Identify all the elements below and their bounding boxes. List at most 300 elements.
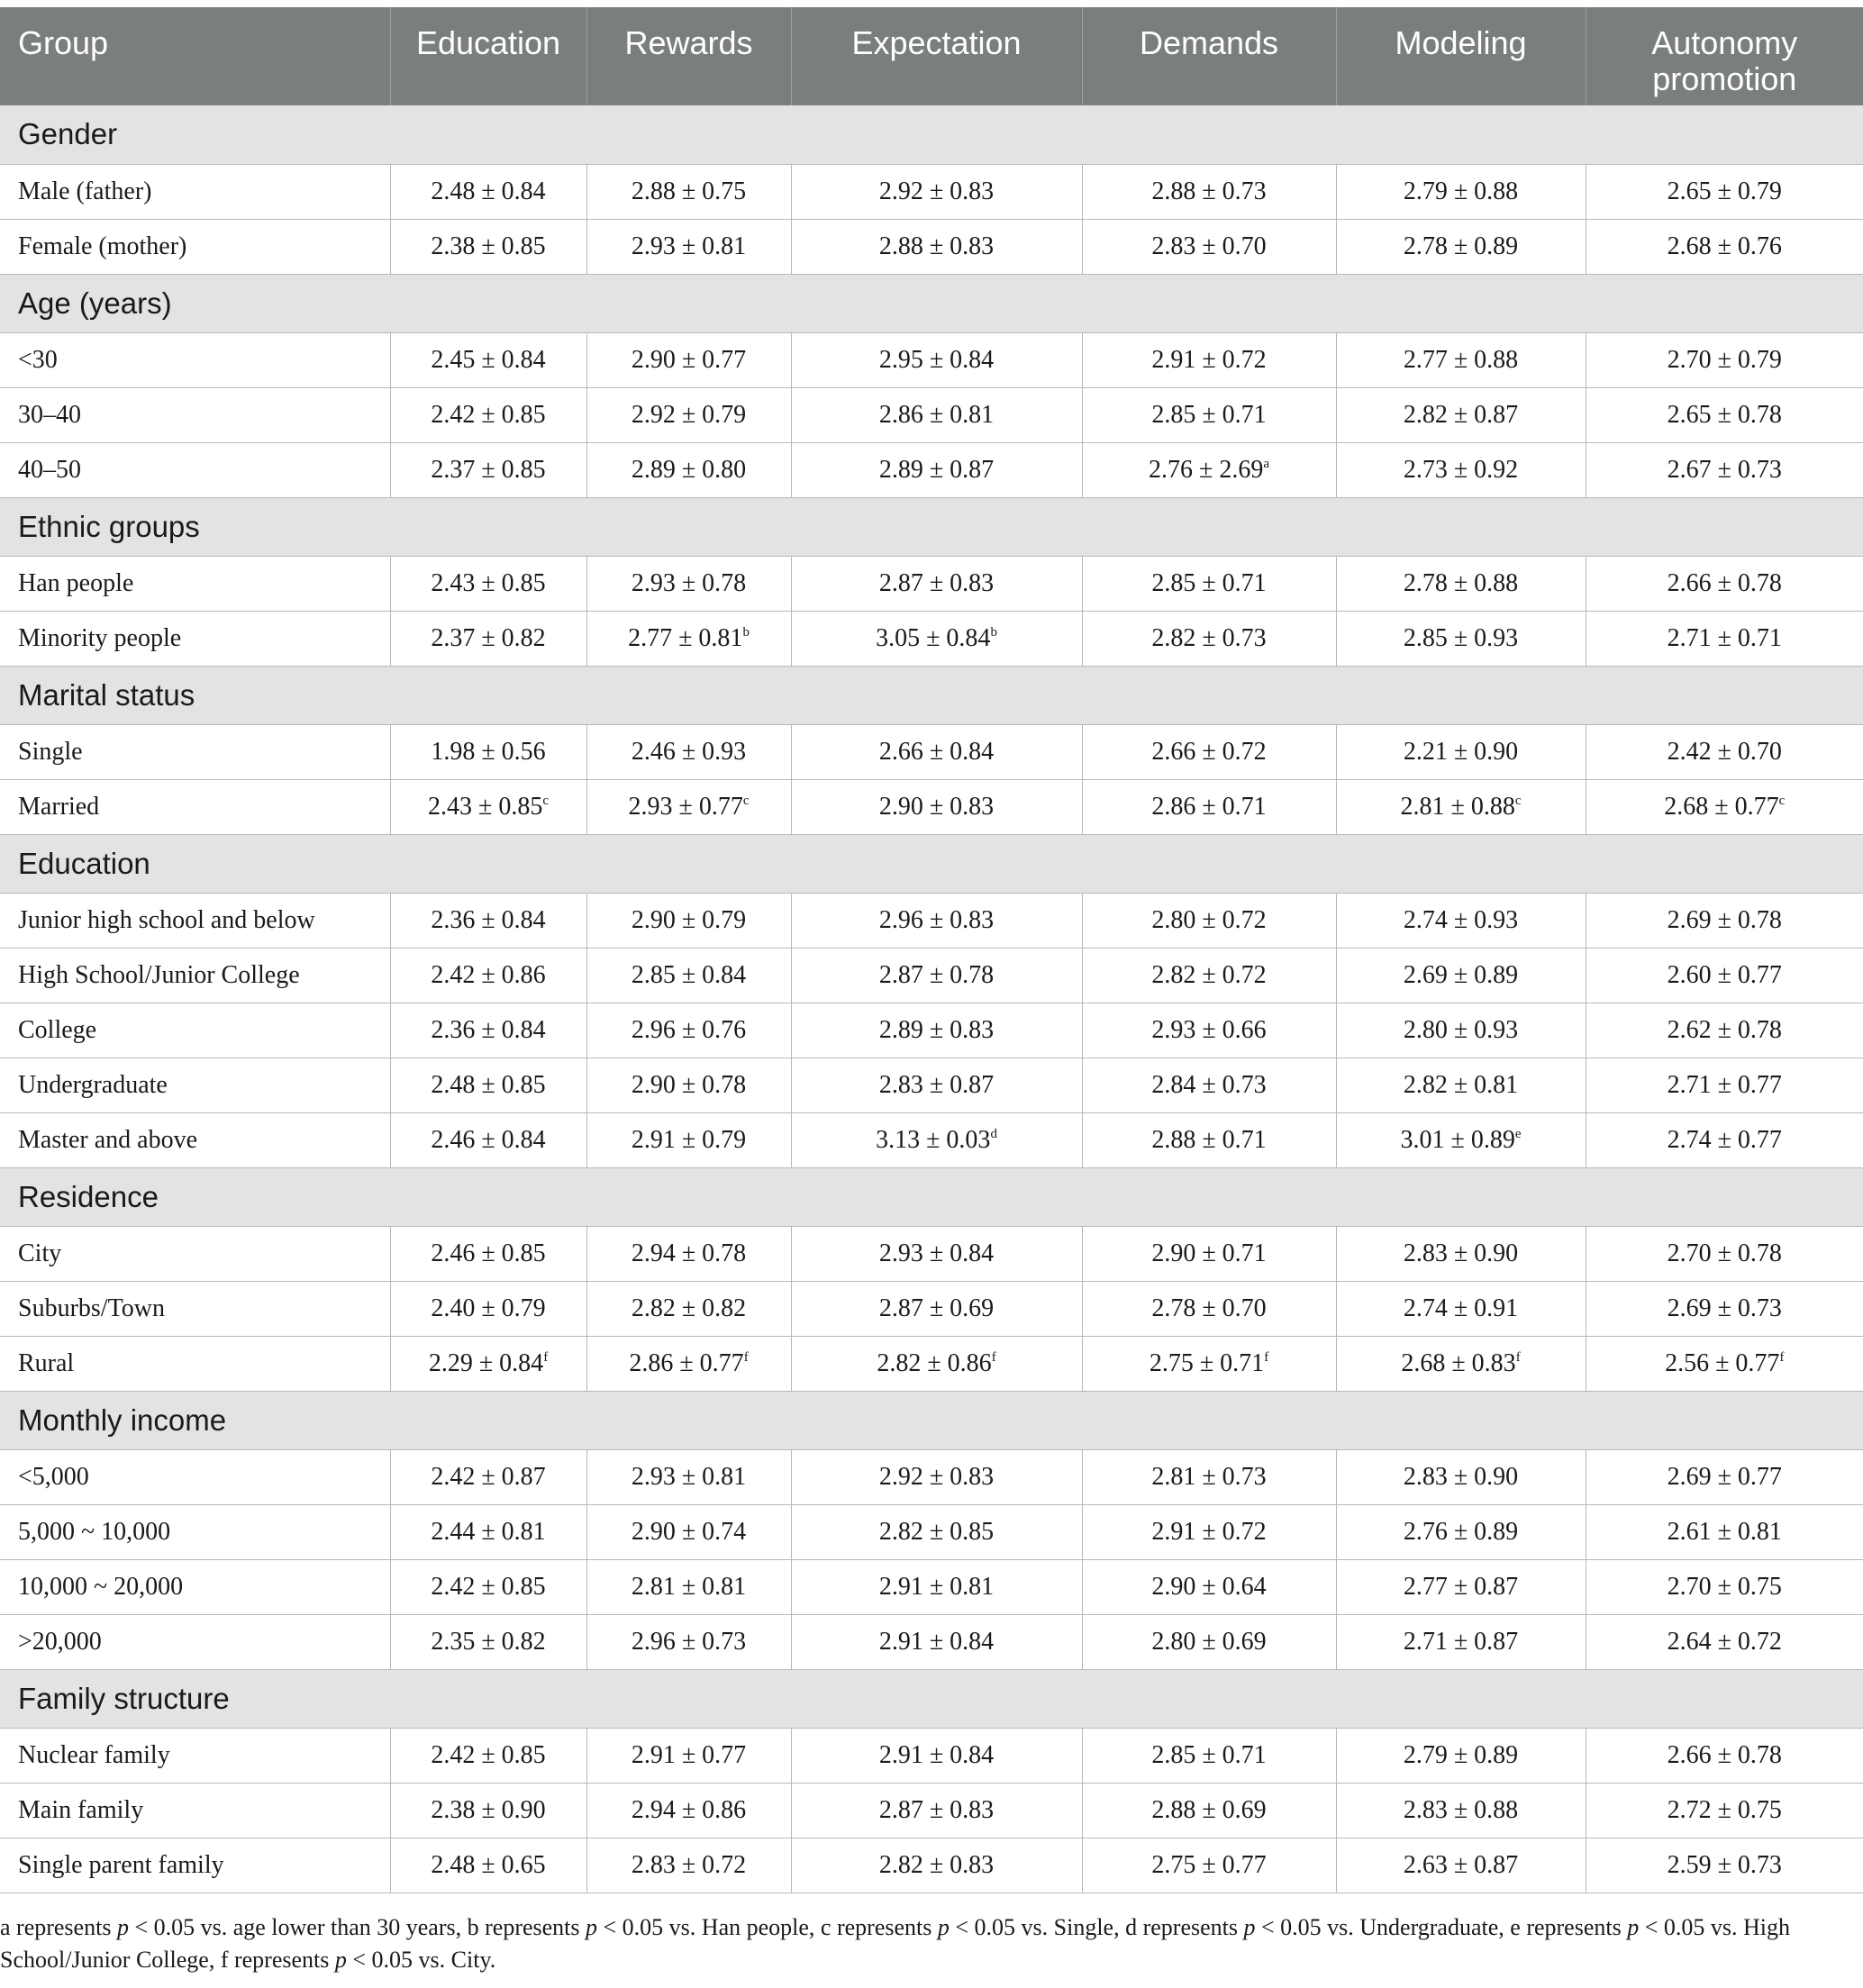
value-cell — [1082, 164, 1336, 219]
cell-value: 2.91 ± 0.72 — [1151, 1517, 1267, 1546]
cell-value: 2.43 ± 0.85 — [427, 792, 543, 821]
significance-marker: a — [1263, 456, 1270, 471]
significance-marker: e — [1514, 1126, 1522, 1141]
row-label: Suburbs/Town — [0, 1281, 390, 1336]
significance-marker: f — [743, 1349, 749, 1365]
cell-value: 2.76 ± 0.89 — [1403, 1517, 1519, 1546]
row-label: Undergraduate — [0, 1058, 390, 1112]
cell-value: 2.93 ± 0.77 — [628, 792, 743, 821]
value-cell — [390, 1226, 586, 1281]
cell-value: 2.74 ± 0.77 — [1667, 1125, 1782, 1154]
cell-value: 2.66 ± 0.84 — [878, 737, 995, 766]
cell-value: 2.65 ± 0.78 — [1667, 400, 1782, 429]
cell-value: 2.21 ± 0.90 — [1403, 737, 1519, 766]
value-cell — [390, 556, 586, 611]
value-cell — [586, 1838, 791, 1893]
value-cell — [586, 1614, 791, 1669]
row-label: College — [0, 1003, 390, 1058]
table-row — [0, 556, 1863, 611]
table-row — [0, 1226, 1863, 1281]
group-row — [0, 1391, 1863, 1449]
footnote-text: a represents — [0, 1914, 117, 1940]
cell-value: 2.38 ± 0.90 — [431, 1795, 546, 1824]
cell-value: 2.44 ± 0.81 — [431, 1517, 546, 1546]
value-cell — [1082, 1728, 1336, 1783]
significance-marker: f — [543, 1349, 549, 1365]
value-cell — [390, 611, 586, 666]
cell-value: 2.83 ± 0.72 — [631, 1850, 747, 1879]
value-cell — [1586, 1112, 1863, 1167]
cell-value: 2.62 ± 0.78 — [1667, 1015, 1782, 1044]
cell-value: 2.78 ± 0.70 — [1151, 1294, 1267, 1322]
cell-value: 2.86 ± 0.77 — [629, 1348, 744, 1377]
footnote-text: < 0.05 vs. High School/Junior College, f represents — [0, 1914, 1790, 1973]
cell-value: 2.84 ± 0.73 — [1151, 1070, 1267, 1099]
value-cell — [1586, 164, 1863, 219]
cell-value: 2.64 ± 0.72 — [1667, 1627, 1782, 1656]
table-row — [0, 1449, 1863, 1504]
group-title: Monthly income — [0, 1391, 1863, 1449]
row-label: 30–40 — [0, 387, 390, 442]
value-cell — [1336, 893, 1586, 948]
value-cell — [390, 1058, 586, 1112]
value-cell — [791, 556, 1082, 611]
cell-value: 2.90 ± 0.64 — [1151, 1572, 1267, 1601]
table-row — [0, 1281, 1863, 1336]
table-row — [0, 387, 1863, 442]
cell-value: 2.87 ± 0.69 — [878, 1294, 995, 1322]
value-cell — [791, 442, 1082, 497]
value-cell — [1586, 779, 1863, 834]
table-row — [0, 442, 1863, 497]
value-cell — [791, 1112, 1082, 1167]
cell-value: 2.60 ± 0.77 — [1667, 960, 1782, 989]
value-cell — [791, 1281, 1082, 1336]
cell-value: 2.69 ± 0.78 — [1667, 905, 1782, 934]
cell-value: 2.37 ± 0.82 — [431, 623, 546, 652]
value-cell — [390, 1112, 586, 1167]
cell-value: 2.61 ± 0.81 — [1667, 1517, 1782, 1546]
value-cell — [1082, 387, 1336, 442]
value-cell — [390, 442, 586, 497]
cell-value: 2.83 ± 0.90 — [1403, 1239, 1519, 1267]
value-cell — [791, 948, 1082, 1003]
value-cell — [791, 332, 1082, 387]
value-cell — [1586, 387, 1863, 442]
cell-value: 2.88 ± 0.71 — [1151, 1125, 1267, 1154]
cell-value: 2.46 ± 0.84 — [431, 1125, 546, 1154]
row-label: Single parent family — [0, 1838, 390, 1893]
cell-value: 2.42 ± 0.85 — [431, 1572, 546, 1601]
table-header — [0, 7, 1863, 105]
table-body — [0, 105, 1863, 1893]
value-cell — [1082, 724, 1336, 779]
value-cell — [1082, 1281, 1336, 1336]
cell-value: 2.75 ± 0.77 — [1151, 1850, 1267, 1879]
cell-value: 2.82 ± 0.72 — [1151, 960, 1267, 989]
cell-value: 2.74 ± 0.93 — [1403, 905, 1519, 934]
value-cell — [1336, 1112, 1586, 1167]
value-cell — [586, 1728, 791, 1783]
header-education: Education — [390, 7, 586, 105]
value-cell — [791, 779, 1082, 834]
value-cell — [1336, 1783, 1586, 1838]
cell-value: 2.80 ± 0.69 — [1151, 1627, 1267, 1656]
cell-value: 2.56 ± 0.77 — [1665, 1348, 1780, 1377]
value-cell — [791, 1003, 1082, 1058]
table-row — [0, 1783, 1863, 1838]
value-cell — [1082, 1449, 1336, 1504]
cell-value: 2.89 ± 0.83 — [878, 1015, 995, 1044]
value-cell — [791, 1838, 1082, 1893]
table-row — [0, 1614, 1863, 1669]
cell-value: 2.36 ± 0.84 — [431, 1015, 546, 1044]
value-cell — [1082, 948, 1336, 1003]
group-title: Marital status — [0, 666, 1863, 724]
value-cell — [791, 1449, 1082, 1504]
value-cell — [586, 332, 791, 387]
row-label: <30 — [0, 332, 390, 387]
cell-value: 2.83 ± 0.70 — [1151, 231, 1267, 260]
group-row — [0, 274, 1863, 332]
value-cell — [1586, 1226, 1863, 1281]
value-cell — [390, 1559, 586, 1614]
value-cell — [791, 1614, 1082, 1669]
cell-value: 2.93 ± 0.66 — [1151, 1015, 1267, 1044]
value-cell — [791, 611, 1082, 666]
group-title: Family structure — [0, 1669, 1863, 1728]
cell-value: 2.91 ± 0.79 — [631, 1125, 747, 1154]
cell-value: 2.91 ± 0.84 — [878, 1627, 995, 1656]
cell-value: 2.68 ± 0.76 — [1667, 231, 1782, 260]
cell-value: 2.83 ± 0.90 — [1403, 1462, 1519, 1491]
value-cell — [586, 1559, 791, 1614]
significance-marker: f — [1515, 1349, 1521, 1365]
value-cell — [791, 1336, 1082, 1391]
value-cell — [1336, 1559, 1586, 1614]
value-cell — [390, 1504, 586, 1559]
cell-value: 2.63 ± 0.87 — [1403, 1850, 1519, 1879]
cell-value: 2.93 ± 0.84 — [878, 1239, 995, 1267]
cell-value: 2.46 ± 0.93 — [631, 737, 747, 766]
cell-value: 2.87 ± 0.83 — [878, 1795, 995, 1824]
table-row — [0, 948, 1863, 1003]
cell-value: 2.80 ± 0.93 — [1403, 1015, 1519, 1044]
value-cell — [791, 1728, 1082, 1783]
cell-value: 2.78 ± 0.88 — [1403, 568, 1519, 597]
value-cell — [1586, 332, 1863, 387]
value-cell — [390, 332, 586, 387]
cell-value: 2.86 ± 0.81 — [878, 400, 995, 429]
value-cell — [1586, 219, 1863, 274]
cell-value: 2.73 ± 0.92 — [1403, 455, 1519, 484]
significance-marker: f — [1264, 1349, 1269, 1365]
value-cell — [390, 1003, 586, 1058]
value-cell — [586, 556, 791, 611]
value-cell — [1082, 1226, 1336, 1281]
cell-value: 2.77 ± 0.81 — [628, 623, 743, 652]
cell-value: 2.93 ± 0.81 — [631, 231, 747, 260]
cell-value: 2.91 ± 0.72 — [1151, 345, 1267, 374]
cell-value: 3.13 ± 0.03 — [876, 1125, 991, 1154]
table-row — [0, 1838, 1863, 1893]
value-cell — [1586, 442, 1863, 497]
cell-value: 2.81 ± 0.73 — [1151, 1462, 1267, 1491]
value-cell — [1586, 893, 1863, 948]
value-cell — [1082, 1058, 1336, 1112]
cell-value: 2.65 ± 0.79 — [1667, 177, 1782, 205]
value-cell — [1336, 332, 1586, 387]
row-label: Married — [0, 779, 390, 834]
cell-value: 2.79 ± 0.89 — [1403, 1740, 1519, 1769]
footnote-text: < 0.05 vs. Single, d represents — [949, 1914, 1244, 1940]
cell-value: 2.85 ± 0.71 — [1151, 1740, 1267, 1769]
value-cell — [791, 1058, 1082, 1112]
cell-value: 2.42 ± 0.87 — [431, 1462, 546, 1491]
cell-value: 2.72 ± 0.75 — [1667, 1795, 1782, 1824]
row-label: High School/Junior College — [0, 948, 390, 1003]
value-cell — [1336, 556, 1586, 611]
cell-value: 2.93 ± 0.81 — [631, 1462, 747, 1491]
value-cell — [1586, 556, 1863, 611]
cell-value: 2.75 ± 0.71 — [1149, 1348, 1265, 1377]
cell-value: 2.95 ± 0.84 — [878, 345, 995, 374]
value-cell — [1082, 611, 1336, 666]
header-expectation: Expectation — [791, 7, 1082, 105]
value-cell — [586, 442, 791, 497]
value-cell — [1336, 442, 1586, 497]
cell-value: 2.82 ± 0.85 — [878, 1517, 995, 1546]
table-row — [0, 219, 1863, 274]
value-cell — [1336, 1504, 1586, 1559]
cell-value: 2.93 ± 0.78 — [631, 568, 747, 597]
cell-value: 2.69 ± 0.89 — [1403, 960, 1519, 989]
cell-value: 2.94 ± 0.78 — [631, 1239, 747, 1267]
cell-value: 2.36 ± 0.84 — [431, 905, 546, 934]
cell-value: 2.68 ± 0.83 — [1401, 1348, 1516, 1377]
footnote-p-symbol: p — [937, 1914, 950, 1940]
cell-value: 2.82 ± 0.86 — [877, 1348, 992, 1377]
row-label: Junior high school and below — [0, 893, 390, 948]
value-cell — [586, 1783, 791, 1838]
value-cell — [1336, 948, 1586, 1003]
significance-marker: d — [990, 1126, 997, 1141]
value-cell — [586, 611, 791, 666]
cell-value: 2.92 ± 0.79 — [631, 400, 747, 429]
cell-value: 2.71 ± 0.77 — [1667, 1070, 1782, 1099]
cell-value: 2.40 ± 0.79 — [431, 1294, 546, 1322]
group-row — [0, 1167, 1863, 1226]
value-cell — [586, 948, 791, 1003]
significance-marker: c — [742, 793, 750, 808]
cell-value: 2.87 ± 0.83 — [878, 568, 995, 597]
row-label: Minority people — [0, 611, 390, 666]
value-cell — [586, 1058, 791, 1112]
value-cell — [1082, 1838, 1336, 1893]
row-label: Single — [0, 724, 390, 779]
value-cell — [390, 779, 586, 834]
table-row — [0, 1559, 1863, 1614]
cell-value: 2.88 ± 0.83 — [878, 231, 995, 260]
value-cell — [390, 1783, 586, 1838]
cell-value: 2.90 ± 0.77 — [631, 345, 747, 374]
cell-value: 2.46 ± 0.85 — [431, 1239, 546, 1267]
results-table — [0, 7, 1863, 1893]
group-row — [0, 834, 1863, 893]
table-row — [0, 1336, 1863, 1391]
group-title: Gender — [0, 105, 1863, 164]
value-cell — [791, 893, 1082, 948]
row-label: >20,000 — [0, 1614, 390, 1669]
value-cell — [390, 1728, 586, 1783]
value-cell — [1586, 1614, 1863, 1669]
row-label: <5,000 — [0, 1449, 390, 1504]
value-cell — [1586, 1504, 1863, 1559]
cell-value: 2.77 ± 0.88 — [1403, 345, 1519, 374]
cell-value: 2.91 ± 0.81 — [878, 1572, 995, 1601]
cell-value: 2.88 ± 0.69 — [1151, 1795, 1267, 1824]
value-cell — [1336, 387, 1586, 442]
group-title: Age (years) — [0, 274, 1863, 332]
value-cell — [390, 724, 586, 779]
table-footnote — [0, 1911, 1847, 1976]
value-cell — [586, 219, 791, 274]
header-demands: Demands — [1082, 7, 1336, 105]
value-cell — [791, 1783, 1082, 1838]
cell-value: 2.89 ± 0.87 — [878, 455, 995, 484]
value-cell — [1082, 1783, 1336, 1838]
cell-value: 2.88 ± 0.75 — [631, 177, 747, 205]
cell-value: 2.29 ± 0.84 — [428, 1348, 544, 1377]
value-cell — [1586, 1783, 1863, 1838]
cell-value: 2.85 ± 0.93 — [1403, 623, 1519, 652]
row-label: Master and above — [0, 1112, 390, 1167]
cell-value: 2.81 ± 0.88 — [1400, 792, 1515, 821]
cell-value: 2.82 ± 0.82 — [631, 1294, 747, 1322]
value-cell — [1082, 893, 1336, 948]
value-cell — [1082, 1614, 1336, 1669]
value-cell — [1586, 1559, 1863, 1614]
group-row — [0, 1669, 1863, 1728]
value-cell — [1586, 611, 1863, 666]
table-row — [0, 164, 1863, 219]
cell-value: 2.87 ± 0.78 — [878, 960, 995, 989]
cell-value: 2.45 ± 0.84 — [431, 345, 546, 374]
cell-value: 2.66 ± 0.72 — [1151, 737, 1267, 766]
footnote-p-symbol: p — [1243, 1914, 1256, 1940]
cell-value: 2.82 ± 0.73 — [1151, 623, 1267, 652]
group-row — [0, 497, 1863, 556]
row-label: 40–50 — [0, 442, 390, 497]
cell-value: 2.79 ± 0.88 — [1403, 177, 1519, 205]
value-cell — [1586, 1449, 1863, 1504]
value-cell — [586, 779, 791, 834]
value-cell — [390, 1614, 586, 1669]
value-cell — [1082, 1112, 1336, 1167]
cell-value: 2.92 ± 0.83 — [878, 177, 995, 205]
cell-value: 2.90 ± 0.78 — [631, 1070, 747, 1099]
value-cell — [390, 387, 586, 442]
value-cell — [1082, 556, 1336, 611]
group-row — [0, 666, 1863, 724]
value-cell — [1082, 332, 1336, 387]
cell-value: 2.82 ± 0.83 — [878, 1850, 995, 1879]
cell-value: 2.85 ± 0.71 — [1151, 568, 1267, 597]
cell-value: 2.42 ± 0.86 — [431, 960, 546, 989]
row-label: Han people — [0, 556, 390, 611]
cell-value: 2.67 ± 0.73 — [1667, 455, 1782, 484]
value-cell — [1336, 1003, 1586, 1058]
cell-value: 2.38 ± 0.85 — [431, 231, 546, 260]
cell-value: 2.35 ± 0.82 — [431, 1627, 546, 1656]
value-cell — [1336, 1336, 1586, 1391]
table-row — [0, 779, 1863, 834]
cell-value: 2.42 ± 0.85 — [431, 1740, 546, 1769]
significance-marker: c — [1514, 793, 1522, 808]
value-cell — [390, 219, 586, 274]
header-autonomy-promotion: Autonomy promotion — [1586, 7, 1863, 105]
value-cell — [1336, 724, 1586, 779]
cell-value: 2.66 ± 0.78 — [1667, 568, 1782, 597]
cell-value: 2.92 ± 0.83 — [878, 1462, 995, 1491]
row-label: Nuclear family — [0, 1728, 390, 1783]
footnote-text: < 0.05 vs. age lower than 30 years, b represents — [128, 1914, 586, 1940]
table-row — [0, 1003, 1863, 1058]
group-title: Residence — [0, 1167, 1863, 1226]
cell-value: 2.91 ± 0.77 — [631, 1740, 747, 1769]
value-cell — [1336, 1226, 1586, 1281]
value-cell — [1082, 779, 1336, 834]
value-cell — [1336, 1728, 1586, 1783]
cell-value: 2.48 ± 0.65 — [431, 1850, 546, 1879]
value-cell — [586, 1281, 791, 1336]
value-cell — [390, 1281, 586, 1336]
cell-value: 2.66 ± 0.78 — [1667, 1740, 1782, 1769]
table-row — [0, 1728, 1863, 1783]
cell-value: 2.85 ± 0.71 — [1151, 400, 1267, 429]
cell-value: 1.98 ± 0.56 — [431, 737, 546, 766]
value-cell — [1586, 1058, 1863, 1112]
value-cell — [586, 1504, 791, 1559]
value-cell — [390, 164, 586, 219]
cell-value: 2.82 ± 0.87 — [1403, 400, 1519, 429]
value-cell — [1336, 779, 1586, 834]
cell-value: 2.83 ± 0.87 — [878, 1070, 995, 1099]
value-cell — [586, 1449, 791, 1504]
cell-value: 2.90 ± 0.79 — [631, 905, 747, 934]
cell-value: 2.70 ± 0.75 — [1667, 1572, 1782, 1601]
row-label: Male (father) — [0, 164, 390, 219]
cell-value: 2.83 ± 0.88 — [1403, 1795, 1519, 1824]
significance-marker: c — [1778, 793, 1786, 808]
header-modeling: Modeling — [1336, 7, 1586, 105]
row-label: Female (mother) — [0, 219, 390, 274]
table-row — [0, 1112, 1863, 1167]
row-label: 5,000 ~ 10,000 — [0, 1504, 390, 1559]
cell-value: 3.01 ± 0.89 — [1400, 1125, 1515, 1154]
cell-value: 2.48 ± 0.84 — [431, 177, 546, 205]
cell-value: 2.42 ± 0.85 — [431, 400, 546, 429]
value-cell — [1586, 724, 1863, 779]
cell-value: 2.70 ± 0.79 — [1667, 345, 1782, 374]
cell-value: 2.59 ± 0.73 — [1667, 1850, 1782, 1879]
value-cell — [390, 1449, 586, 1504]
significance-marker: f — [1779, 1349, 1785, 1365]
table-row — [0, 724, 1863, 779]
cell-value: 2.96 ± 0.76 — [631, 1015, 747, 1044]
value-cell — [390, 893, 586, 948]
group-row — [0, 105, 1863, 164]
